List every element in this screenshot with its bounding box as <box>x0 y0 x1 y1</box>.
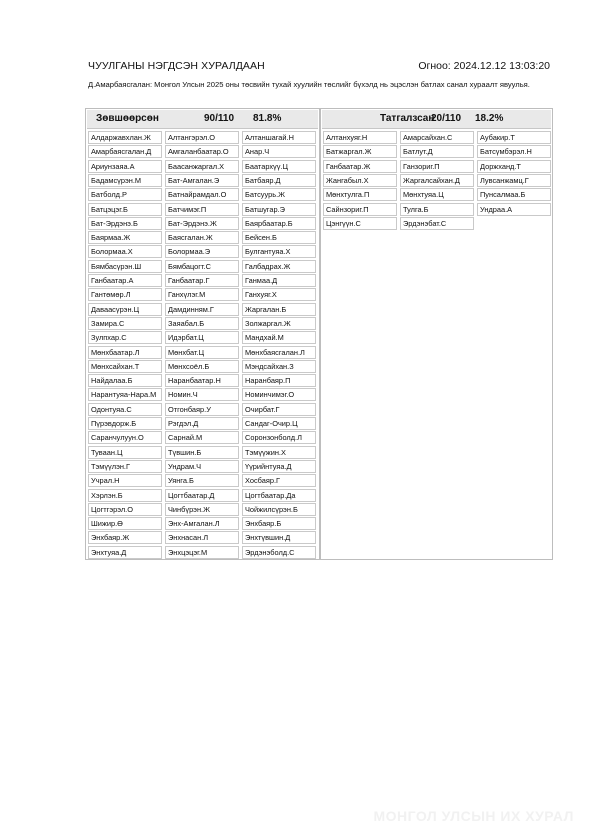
member-name-cell: Гантөмөр.Л <box>88 288 162 301</box>
member-name-cell: Саранчулуун.О <box>88 431 162 444</box>
member-name-cell: Мөнхсоёл.Б <box>165 360 239 373</box>
member-name-cell: Хэрлэн.Б <box>88 489 162 502</box>
member-name-cell: Алдаржавхлан.Ж <box>88 131 162 144</box>
member-name-cell: Цогтбаатар.Д <box>165 489 239 502</box>
member-name-cell: Тэмүүлэн.Г <box>88 460 162 473</box>
member-name-cell: Пүрэвдорж.Б <box>88 417 162 430</box>
member-name-cell: Цогтгэрэл.О <box>88 503 162 516</box>
member-name-cell: Батбаяр.Д <box>242 174 316 187</box>
member-name-cell: Ундрам.Ч <box>165 460 239 473</box>
member-name-cell: Доржханд.Т <box>477 160 551 173</box>
member-name-cell: Баясгалан.Ж <box>165 231 239 244</box>
member-name-cell: Сайнзориг.П <box>323 203 397 216</box>
member-name-cell: Сандаг-Очир.Ц <box>242 417 316 430</box>
member-name-cell: Чойжилсүрэн.Б <box>242 503 316 516</box>
document-header <box>88 60 550 76</box>
member-name-cell: Даваасүрэн.Ц <box>88 303 162 316</box>
member-name-cell: Алтанхуяг.Н <box>323 131 397 144</box>
member-name-cell: Ганбаатар.А <box>88 274 162 287</box>
member-name-cell: Болормаа.Э <box>165 245 239 258</box>
member-name-cell: Бат-Эрдэнэ.Ж <box>165 217 239 230</box>
yes-votes-panel <box>85 108 320 560</box>
member-name-cell: Номин.Ч <box>165 388 239 401</box>
member-name-cell: Амгаланбаатар.О <box>165 145 239 158</box>
member-name-cell: Ариунзаяа.А <box>88 160 162 173</box>
member-name-cell: Эрдэнэбат.С <box>400 217 474 230</box>
member-name-cell: Энх-Амгалан.Л <box>165 517 239 530</box>
member-name-cell: Отгонбаяр.У <box>165 403 239 416</box>
member-name-cell: Эрдэнэболд.С <box>242 546 316 559</box>
member-name-cell: Пунсалмаа.Б <box>477 188 551 201</box>
member-name-cell: Галбадрах.Ж <box>242 260 316 273</box>
yes-percent: 81.8% <box>253 113 282 124</box>
member-name-cell: Бейсен.Б <box>242 231 316 244</box>
member-name-cell: Баатархүү.Ц <box>242 160 316 173</box>
session-title: ЧУУЛГАНЫ НЭГДСЭН ХУРАЛДААН <box>88 60 265 72</box>
member-name-cell: Идэрбат.Ц <box>165 331 239 344</box>
member-name-cell: Тулга.Б <box>400 203 474 216</box>
member-name-cell: Мөнхбат.Ц <box>165 346 239 359</box>
member-name-cell: Сарнай.М <box>165 431 239 444</box>
member-name-cell: Батчимэг.П <box>165 203 239 216</box>
member-name-cell: Энхнасан.Л <box>165 531 239 544</box>
member-name-cell: Соронзонболд.Л <box>242 431 316 444</box>
member-name-cell: Учрал.Н <box>88 474 162 487</box>
no-percent: 18.2% <box>475 113 504 124</box>
member-name-cell: Чинбүрэн.Ж <box>165 503 239 516</box>
member-name-cell: Наранбаатар.Н <box>165 374 239 387</box>
member-name-cell: Ганхуяг.Х <box>242 288 316 301</box>
member-name-cell: Энхбаяр.Б <box>242 517 316 530</box>
vote-description: Д.Амарбаясгалан: Монгол Улсын 2025 оны төсвийн тухай хуулийн төслийг бүхэлд нь эцэслэн батлах санал хураалт явуулья. <box>88 80 530 89</box>
member-name-cell: Мандхай.М <box>242 331 316 344</box>
member-name-cell: Наранбаяр.П <box>242 374 316 387</box>
member-name-cell: Мэндсайхан.З <box>242 360 316 373</box>
yes-label: Зөвшөөрсөн <box>96 113 159 124</box>
member-name-cell: Ганбаатар.Г <box>165 274 239 287</box>
member-name-cell: Баярбаатар.Б <box>242 217 316 230</box>
member-name-cell: Батцэцэг.Б <box>88 203 162 216</box>
member-name-cell: Баярмаа.Ж <box>88 231 162 244</box>
member-name-cell: Мөнхсайхан.Т <box>88 360 162 373</box>
member-name-cell: Бямбасүрэн.Ш <box>88 260 162 273</box>
member-name-cell: Түвшин.Б <box>165 446 239 459</box>
member-name-cell: Мөнхтулга.П <box>323 188 397 201</box>
yes-votes-header <box>87 110 318 129</box>
member-name-cell: Бадамсүрэн.М <box>88 174 162 187</box>
member-name-cell: Нарантуяа-Нара.М <box>88 388 162 401</box>
member-name-cell: Дамдинням.Г <box>165 303 239 316</box>
member-name-cell: Лувсанжамц.Г <box>477 174 551 187</box>
member-name-cell: Энхбаяр.Ж <box>88 531 162 544</box>
member-name-cell: Амарсайхан.С <box>400 131 474 144</box>
member-name-cell: Бат-Амгалан.Э <box>165 174 239 187</box>
no-votes-header <box>322 110 551 129</box>
member-name-cell: Золжаргал.Ж <box>242 317 316 330</box>
member-name-cell: Заяабал.Б <box>165 317 239 330</box>
member-name-cell: Ганзориг.П <box>400 160 474 173</box>
member-name-cell: Рэгдэл.Д <box>165 417 239 430</box>
member-name-cell: Шижир.Ө <box>88 517 162 530</box>
member-name-cell: Батсуурь.Ж <box>242 188 316 201</box>
member-name-cell: Жангабыл.Х <box>323 174 397 187</box>
member-name-cell: Мөнхбаясгалан.Л <box>242 346 316 359</box>
member-name-cell: Батнайрамдал.О <box>165 188 239 201</box>
member-name-cell: Болормаа.Х <box>88 245 162 258</box>
member-name-cell: Найдалаа.Б <box>88 374 162 387</box>
member-name-cell: Хосбаяр.Г <box>242 474 316 487</box>
member-name-cell: Одонтуяа.С <box>88 403 162 416</box>
member-name-cell: Бат-Эрдэнэ.Б <box>88 217 162 230</box>
member-name-cell: Тэмүүжин.Х <box>242 446 316 459</box>
date-value: 2024.12.12 13:03:20 <box>453 60 550 72</box>
member-name-cell: Анар.Ч <box>242 145 316 158</box>
member-name-cell: Мөнхбаатар.Л <box>88 346 162 359</box>
member-name-cell: Ундраа.А <box>477 203 551 216</box>
member-name-cell: Туваан.Ц <box>88 446 162 459</box>
member-name-cell: Батжаргал.Ж <box>323 145 397 158</box>
date-label: Огноо: <box>418 60 451 72</box>
member-name-cell: Ганмаа.Д <box>242 274 316 287</box>
member-name-cell: Амарбаясгалан.Д <box>88 145 162 158</box>
no-label: Татгалзсан <box>380 113 435 124</box>
member-name-cell: Номинчимэг.О <box>242 388 316 401</box>
member-name-cell: Булгантуяа.Х <box>242 245 316 258</box>
member-name-cell: Жаргалан.Б <box>242 303 316 316</box>
member-name-cell: Батсүмбэрэл.Н <box>477 145 551 158</box>
member-name-cell: Ганхүлэг.М <box>165 288 239 301</box>
member-name-cell: Батлут.Д <box>400 145 474 158</box>
no-count: 20/110 <box>431 113 462 124</box>
member-name-cell: Бямбацогт.С <box>165 260 239 273</box>
member-name-cell: Мөнхтуяа.Ц <box>400 188 474 201</box>
watermark-text: МОНГОЛ УЛСЫН ИХ ХУРАЛ <box>373 808 574 824</box>
member-name-cell: Ганбаатар.Ж <box>323 160 397 173</box>
member-name-cell: Энхтүвшин.Д <box>242 531 316 544</box>
member-name-cell: Жаргалсайхан.Д <box>400 174 474 187</box>
yes-count: 90/110 <box>204 113 235 124</box>
member-name-cell: Уянга.Б <box>165 474 239 487</box>
member-name-cell: Баасанжаргал.Х <box>165 160 239 173</box>
member-name-cell: Алтаншагай.Н <box>242 131 316 144</box>
member-name-cell: Цэнгүүн.С <box>323 217 397 230</box>
no-votes-panel <box>320 108 553 560</box>
member-name-cell: Очирбат.Г <box>242 403 316 416</box>
member-name-cell: Цогтбаатар.Да <box>242 489 316 502</box>
member-name-cell: Батболд.Р <box>88 188 162 201</box>
member-name-cell: Замира.С <box>88 317 162 330</box>
session-datetime <box>418 60 550 72</box>
member-name-cell: Батшугар.Э <box>242 203 316 216</box>
member-name-cell: Зулпхар.С <box>88 331 162 344</box>
member-name-cell: Үүрийнтуяа.Д <box>242 460 316 473</box>
member-name-cell: Энхцэцэг.М <box>165 546 239 559</box>
member-name-cell: Аубакир.Т <box>477 131 551 144</box>
member-name-cell: Алтангэрэл.О <box>165 131 239 144</box>
member-name-cell: Энхтуяа.Д <box>88 546 162 559</box>
